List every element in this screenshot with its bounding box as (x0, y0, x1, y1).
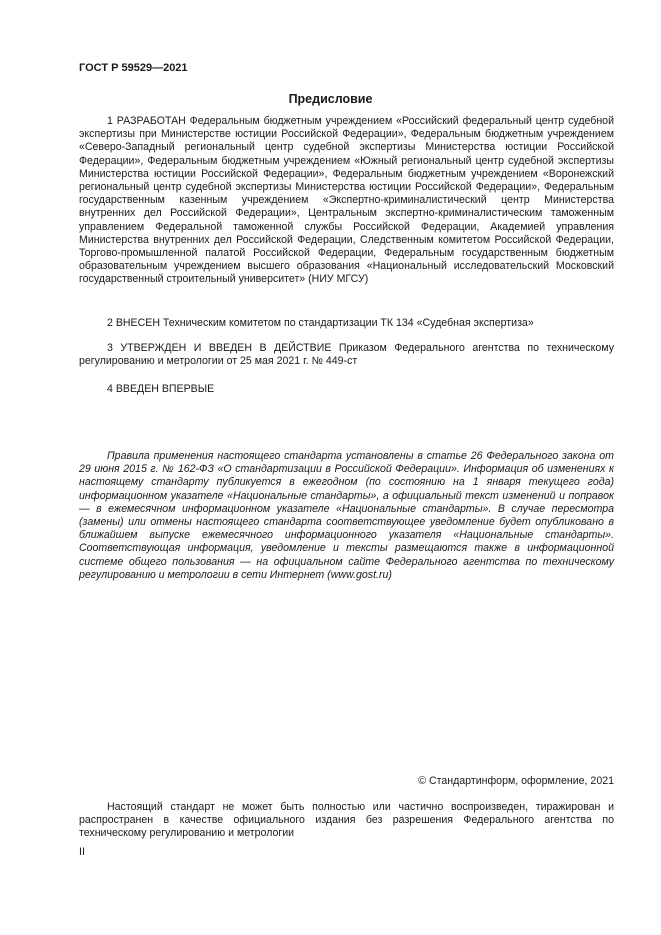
application-rules-notice: Правила применения настоящего стандарта установлены в статье 26 Федерального закона от 29 июня 2015 г. № 162-ФЗ «О стандартизации в Российской Федерации». Информация об изменениях к настоящему стандарту публикуется в ежегодном (по состоянию на 1 января текущего года) информационном указателе «Национальные стандарты», а официальный текст изменений и поправок — в ежемесячном информационном указателе «Национальные стандарты». В случае пересмотра (замены) или отмены настоящего стандарта соответствующее уведомление будет опубликовано в ближайшем выпуске ежемесячного информационного указателя «Национальные стандарты». Соответствующая информация, уведомление и тексты размещаются также в информационной системе общего пользования — на официальном сайте Федерального агентства по техническому регулированию и метрологии в сети Интернет (www.gost.ru) (79, 450, 614, 581)
preface-item-first-introduced: 4 ВВЕДЕН ВПЕРВЫЕ (107, 383, 215, 395)
preface-title: Предисловие (288, 92, 373, 106)
page-number: II (79, 846, 85, 858)
document-code: ГОСТ Р 59529—2021 (79, 62, 188, 74)
preface-item-approved: 3 УТВЕРЖДЕН И ВВЕДЕН В ДЕЙСТВИЕ Приказом Федерального агентства по техническому регулированию и метрологии от 25 мая 2021 г. № 449-ст (79, 342, 614, 368)
reproduction-notice: Настоящий стандарт не может быть полностью или частично воспроизведен, тиражирован и распространен в качестве официального издания без разрешения Федерального агентства по техническому регулированию и метрологии (79, 801, 614, 840)
preface-item-developed: 1 РАЗРАБОТАН Федеральным бюджетным учреждением «Российский федеральный центр судебной экспертизы при Министерстве юстиции Российской Федерации», Федеральным бюджетным учреждением «Северо-Западный региональный центр судебной экспертизы Министерства юстиции Российской Федерации», Федеральным бюджетным учреждением «Южный региональный центр судебной экспертизы Министерства юстиции Российской Федерации», Федеральным бюджетным учреждением «Воронежский региональный центр судебной экспертизы Министерства юстиции Российской Федерации», Федеральным государственным казенным учреждением «Экспертно-криминалистический центр Министерства внутренних дел Российской Федерации», Центральным экспертно-криминалистическим таможенным управлением Федеральной таможенной службы Российской Федерации, Академией управления Министерства внутренних дел Российской Федерации, Следственным комитетом Российской Федерации, Торгово-промышленной палатой Российской Федерации, Федеральным государственным бюджетным образовательным учреждением высшего образования «Национальный исследовательский Московский государственный строительный университет» (НИУ МГСУ) (79, 115, 614, 286)
preface-item-introduced: 2 ВНЕСЕН Техническим комитетом по стандартизации ТК 134 «Судебная экспертиза» (107, 317, 534, 329)
copyright-line: © Стандартинформ, оформление, 2021 (418, 775, 614, 787)
